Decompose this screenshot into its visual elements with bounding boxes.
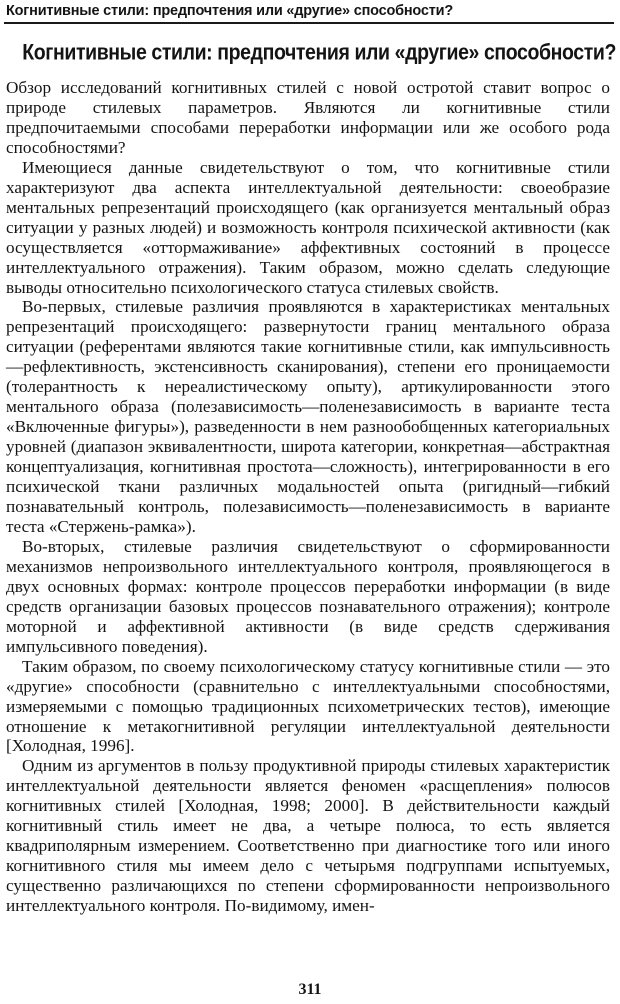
section-title: Когнитивные стили: предпочтения или «другие» способности? xyxy=(22,40,616,65)
paragraph-1: Обзор исследований когнитивных стилей с новой остротой ставит вопрос о природе стилевых параметров. Являются ли когнитивные стили предпочитаемыми способами переработки информации или же особого рода способностями? xyxy=(6,78,610,157)
body-text xyxy=(6,78,610,916)
running-head: Когнитивные стили: предпочтения или «другие» способности? xyxy=(6,3,454,19)
page-number: 311 xyxy=(298,981,322,998)
paragraph-6: Одним из аргументов в пользу продуктивной природы стилевых характеристик интеллектуальной деятельности является феномен «расщепления» полюсов когнитивных стилей [Холодная, 1998; 2000]. В действительности каждый когнитивный стиль имеет не два, а четыре полюса, то есть является квадриполярным измерением. Соответственно при диагностике того или иного когнитивного стиля мы имеем дело с четырьмя подгруппами испытуемых, существенно различающихся по степени сформированности непроизвольного интеллектуального контроля. По-видимому, имен- xyxy=(6,756,610,916)
paragraph-3: Во-первых, стилевые различия проявляются в характеристиках ментальных репрезентаций происходящего: развернутости границ ментального образа ситуации (референтами являются такие когнитивные стили, как импульсивность—рефлективность, экстенсивность сканирования), степени его проницаемости (толерантность к нереалистическому опыту), артикулированности этого ментального образа (полезависимость—поленезависимость в варианте теста «Включенные фигуры»), разведенности в нем разнообобщенных категориальных уровней (диапазон эквивалентности, широта категории, конкретная—абстрактная концептуализация, когнитивная простота—сложность), интегрированности в его психической ткани различных модальностей опыта (ригидный—гибкий познавательный контроль, полезависимость—поленезависимость в варианте теста «Стержень-рамка»). xyxy=(6,297,610,536)
header-rule xyxy=(4,22,614,24)
paragraph-2: Имеющиеся данные свидетельствуют о том, что когнитивные стили характеризуют два аспекта интеллектуальной деятельности: своеобразие ментальных репрезентаций происходящего (как организуется ментальный образ ситуации у разных людей) и возможность контроля психической активности (как осуществляется «оттормаживание» аффективных состояний в процессе интеллектуального отражения). Таким образом, можно сделать следующие выводы относительно психологического статуса стилевых свойств. xyxy=(6,157,610,297)
paragraph-5: Таким образом, по своему психологическому статусу когнитивные стили — это «другие» способности (сравнительно с интеллектуальными способностями, измеряемыми с помощью традиционных психометрических тестов), имеющие отношение к метакогнитивной регуляции интеллектуальной деятельности [Холодная, 1996]. xyxy=(6,656,610,756)
paragraph-4: Во-вторых, стилевые различия свидетельствуют о сформированности механизмов непроизвольного интеллектуального контроля, проявляющегося в двух основных формах: контроле процессов переработки информации (в виде средств организации базовых процессов познавательного отражения); контроле моторной и аффективной активности (в виде средств сдерживания импульсивного поведения). xyxy=(6,536,610,656)
